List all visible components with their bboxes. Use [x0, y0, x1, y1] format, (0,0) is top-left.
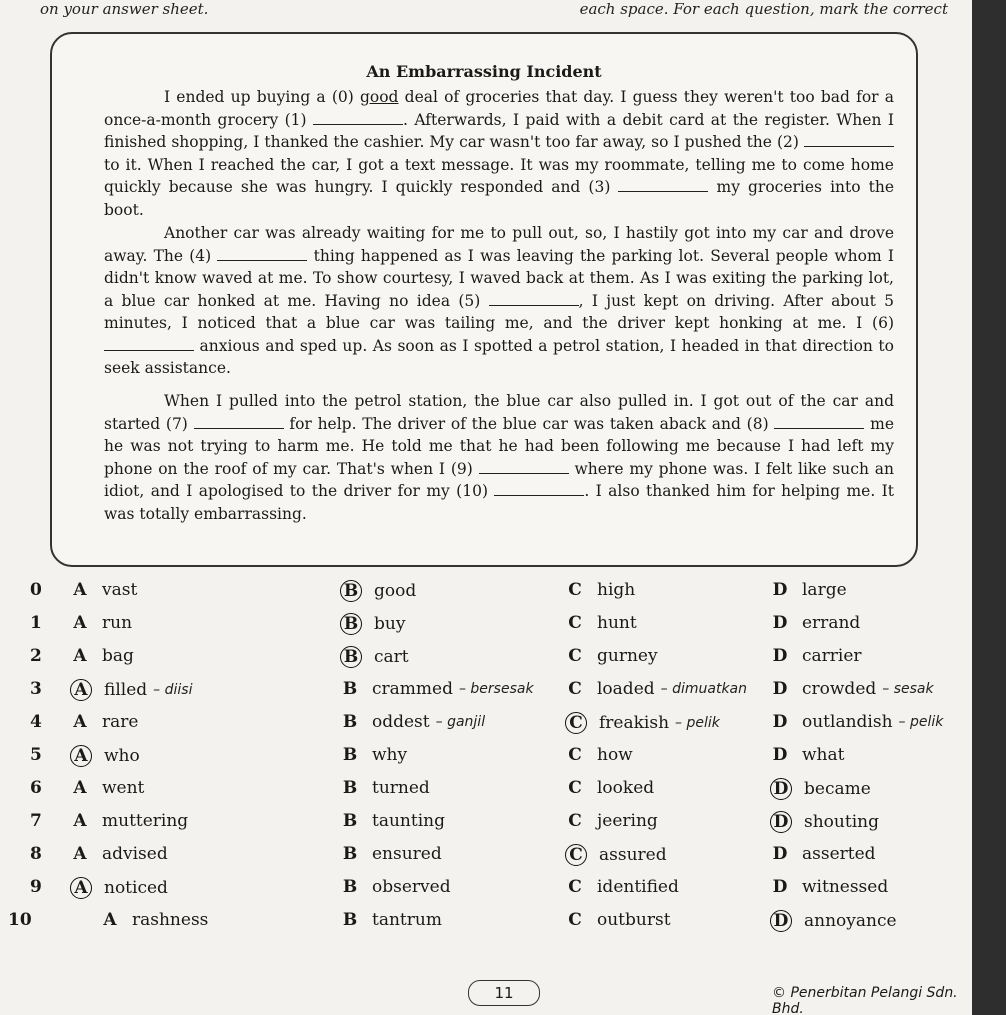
option-text: noticed — [104, 878, 168, 898]
question-row — [0, 646, 960, 676]
option-d[interactable] — [770, 844, 876, 864]
question-number: 2 — [30, 646, 42, 666]
question-number: 4 — [30, 712, 42, 732]
option-b[interactable] — [340, 613, 405, 635]
option-d[interactable] — [770, 910, 897, 932]
option-letter: B — [342, 712, 358, 732]
option-a[interactable] — [70, 646, 134, 666]
option-letter: C — [568, 646, 582, 666]
option-letter: B — [342, 679, 358, 699]
option-b[interactable] — [340, 778, 430, 798]
question-number: 10 — [8, 910, 32, 930]
option-b[interactable] — [340, 580, 416, 602]
option-text: vast — [102, 580, 138, 600]
option-text: went — [102, 778, 145, 798]
blank-7[interactable] — [194, 414, 284, 429]
option-text: bag — [102, 646, 134, 666]
p3-s5: . I also thanked him for helping me. It was totally embarrassing. — [104, 482, 894, 523]
option-text: what — [802, 745, 845, 765]
question-row — [0, 745, 960, 775]
circled-option-letter: B — [340, 580, 362, 602]
option-text: outburst — [597, 910, 671, 930]
blank-1[interactable] — [313, 110, 403, 125]
option-letter: C — [568, 811, 582, 831]
circled-option-letter: A — [70, 877, 92, 899]
question-number: 9 — [30, 877, 42, 897]
paragraph-2 — [104, 222, 894, 380]
option-b[interactable] — [340, 844, 442, 864]
option-text: filled — [104, 680, 148, 700]
option-text: carrier — [802, 646, 862, 666]
option-c[interactable] — [565, 580, 635, 600]
option-letter: B — [342, 910, 358, 930]
option-text: how — [597, 745, 633, 765]
option-text: errand — [802, 613, 861, 633]
option-d[interactable] — [770, 712, 943, 732]
option-c[interactable] — [565, 745, 633, 765]
option-a[interactable] — [70, 580, 137, 600]
option-text: buy — [374, 614, 406, 634]
option-letter: C — [568, 877, 582, 897]
option-a[interactable] — [100, 910, 208, 930]
question-number: 5 — [30, 745, 42, 765]
option-d[interactable] — [770, 877, 888, 897]
p1-s1: I ended up buying a (0) — [164, 88, 354, 106]
option-letter: B — [342, 745, 358, 765]
option-a[interactable] — [70, 811, 188, 831]
option-letter: A — [73, 580, 87, 600]
option-letter: A — [73, 844, 87, 864]
option-letter: B — [342, 811, 358, 831]
option-letter: A — [73, 778, 87, 798]
option-text: asserted — [802, 844, 876, 864]
p3-s4: where my phone was. I felt like such an idiot, and I apologised to the driver for my (10) — [104, 459, 894, 500]
question-number: 8 — [30, 844, 42, 864]
option-a[interactable] — [70, 745, 140, 767]
question-row — [0, 613, 960, 643]
page-number: 11 — [468, 980, 540, 1006]
option-text: ensured — [372, 844, 442, 864]
paragraph-1 — [104, 86, 894, 221]
option-c[interactable] — [565, 910, 671, 930]
option-c[interactable] — [565, 646, 658, 666]
option-d[interactable] — [770, 679, 934, 699]
option-letter: D — [772, 877, 788, 897]
option-text: observed — [372, 877, 451, 897]
p3-s3: me he was not trying to harm me. He told me that he had been following me because I had left my phone on the roof of my car. That's when I (9) — [104, 414, 895, 478]
p2-s3: , I just kept on driving. After about 5 minutes, I noticed that a blue car was tailing me, and the driver kept honking at me. I (6) — [104, 291, 894, 332]
option-letter: B — [342, 778, 358, 798]
option-letter: D — [772, 712, 788, 732]
option-text: muttering — [102, 811, 189, 831]
option-d[interactable] — [770, 646, 862, 666]
option-text: crammed — [372, 679, 453, 699]
p1-s5: my groceries into the boot. — [104, 178, 894, 219]
handwritten-note: – dimuatkan — [660, 681, 748, 697]
question-row — [0, 877, 960, 907]
blank-9[interactable] — [479, 459, 569, 474]
option-a[interactable] — [70, 679, 192, 701]
option-b[interactable] — [340, 712, 485, 732]
circled-option-letter: D — [770, 910, 792, 932]
option-text: shouting — [804, 812, 879, 832]
option-c[interactable] — [565, 877, 679, 897]
handwritten-note: – ganjil — [435, 714, 486, 730]
option-letter: A — [103, 910, 117, 930]
option-b[interactable] — [340, 877, 451, 897]
option-text: hunt — [597, 613, 637, 633]
option-text: oddest — [372, 712, 430, 732]
option-d[interactable] — [770, 613, 860, 633]
handwritten-note: – pelik — [675, 715, 720, 731]
option-b[interactable] — [340, 811, 445, 831]
option-text: became — [804, 779, 871, 799]
option-b[interactable] — [340, 745, 407, 765]
option-text: who — [104, 746, 140, 766]
option-text: rare — [102, 712, 139, 732]
option-d[interactable] — [770, 580, 847, 600]
blank-4[interactable] — [217, 246, 307, 261]
p1-s3: . Afterwards, I paid with a debit card at the register. When I finished shopping, I thanked the cashier. My car wasn't too far away, so I pushed the (2) — [104, 110, 894, 151]
option-b[interactable] — [340, 646, 409, 668]
option-text: turned — [372, 778, 430, 798]
instruction-right: each space. For each question, mark the correct — [579, 0, 948, 18]
option-text: outlandish — [802, 712, 893, 732]
option-d[interactable] — [770, 778, 871, 800]
handwritten-note: – bersesak — [458, 681, 534, 697]
question-row — [0, 811, 960, 841]
option-text: crowded — [802, 679, 877, 699]
blank-8[interactable] — [774, 414, 864, 429]
option-b[interactable] — [340, 679, 534, 699]
p2-s4: anxious and sped up. As soon as I spotted a petrol station, I headed in that direction to seek assistance. — [104, 336, 894, 377]
option-c[interactable] — [565, 811, 658, 831]
circled-option-letter: B — [340, 613, 362, 635]
question-row — [0, 910, 960, 940]
option-a[interactable] — [70, 778, 144, 798]
option-a[interactable] — [70, 844, 168, 864]
option-text: tantrum — [372, 910, 442, 930]
option-c[interactable] — [565, 679, 747, 699]
blank-5[interactable] — [489, 291, 579, 306]
option-letter: A — [73, 811, 87, 831]
blank-3[interactable] — [618, 177, 708, 192]
option-d[interactable] — [770, 811, 879, 833]
option-text: large — [802, 580, 847, 600]
option-c[interactable] — [565, 613, 637, 633]
question-number: 3 — [30, 679, 42, 699]
option-letter: A — [73, 613, 87, 633]
handwritten-note: – pelik — [898, 714, 944, 730]
blank-10[interactable] — [494, 481, 584, 496]
question-number: 1 — [30, 613, 42, 633]
option-letter: D — [772, 646, 788, 666]
question-number: 0 — [30, 580, 42, 600]
option-letter: D — [772, 679, 788, 699]
question-row — [0, 778, 960, 808]
p1-s4: to it. When I reached the car, I got a text message. It was my roommate, telling me to come home quickly because she was hungry. I quickly responded and (3) — [104, 155, 894, 196]
option-text: assured — [599, 845, 667, 865]
option-text: annoyance — [804, 911, 897, 931]
option-text: rashness — [132, 910, 209, 930]
option-text: loaded — [597, 679, 655, 699]
option-text: high — [597, 580, 636, 600]
p2-s2: thing happened as I was leaving the parking lot. Several people whom I didn't know waved at me. To show courtesy, I waved back at them. As I was exiting the parking lot, a blue car honked at me. Having no idea (5) — [104, 246, 894, 310]
option-letter: C — [568, 910, 582, 930]
option-letter: C — [568, 679, 582, 699]
handwritten-note: – diisi — [153, 682, 193, 698]
option-b[interactable] — [340, 910, 442, 930]
circled-option-letter: A — [70, 679, 92, 701]
option-letter: B — [342, 877, 358, 897]
p3-s2: for help. The driver of the blue car was taken aback and (8) — [289, 414, 769, 433]
option-d[interactable] — [770, 745, 844, 765]
question-row — [0, 580, 960, 610]
option-text: run — [102, 613, 133, 633]
question-row — [0, 844, 960, 874]
example-answer: good — [359, 88, 399, 106]
option-text: looked — [597, 778, 655, 798]
option-letter: B — [342, 844, 358, 864]
option-text: advised — [102, 844, 168, 864]
circled-option-letter: D — [770, 811, 792, 833]
option-text: cart — [374, 647, 409, 667]
option-text: taunting — [372, 811, 445, 831]
circled-option-letter: A — [70, 745, 92, 767]
blank-2[interactable] — [804, 132, 894, 147]
circled-option-letter: C — [565, 712, 587, 734]
circled-option-letter: C — [565, 844, 587, 866]
question-row — [0, 712, 960, 742]
handwritten-note: – sesak — [882, 681, 934, 697]
option-letter: D — [772, 580, 788, 600]
option-text: gurney — [597, 646, 658, 666]
p3-s1: When I pulled into the petrol station, the blue car also pulled in. I got out of the car and started (7) — [104, 392, 894, 433]
option-text: identified — [597, 877, 679, 897]
copyright-notice: © Penerbitan Pelangi Sdn. Bhd. — [772, 985, 958, 1015]
option-letter: A — [73, 712, 87, 732]
blank-6[interactable] — [104, 336, 194, 351]
option-letter: D — [772, 613, 788, 633]
passage-title: An Embarrassing Incident — [366, 62, 602, 81]
option-a[interactable] — [70, 877, 168, 899]
option-text: jeering — [597, 811, 658, 831]
option-a[interactable] — [70, 712, 138, 732]
passage-box — [50, 32, 918, 567]
option-text: freakish — [599, 713, 670, 733]
option-letter: C — [568, 613, 582, 633]
question-number: 7 — [30, 811, 42, 831]
p2-s1: Another car was already waiting for me to pull out, so, I hastily got into my car and drove away. The (4) — [104, 224, 894, 265]
paragraph-3 — [104, 390, 894, 525]
option-letter: D — [772, 745, 788, 765]
option-letter: C — [568, 580, 582, 600]
option-a[interactable] — [70, 613, 132, 633]
circled-option-letter: B — [340, 646, 362, 668]
question-row — [0, 679, 960, 709]
question-number: 6 — [30, 778, 42, 798]
option-letter: C — [568, 745, 582, 765]
option-letter: A — [73, 646, 87, 666]
option-text: good — [374, 581, 417, 601]
option-letter: D — [772, 844, 788, 864]
option-c[interactable] — [565, 712, 720, 734]
option-text: witnessed — [802, 877, 889, 897]
circled-option-letter: D — [770, 778, 792, 800]
instruction-line — [40, 0, 972, 26]
option-c[interactable] — [565, 778, 654, 798]
option-letter: C — [568, 778, 582, 798]
option-text: why — [372, 745, 408, 765]
option-c[interactable] — [565, 844, 667, 866]
instruction-left: on your answer sheet. — [40, 0, 209, 18]
p1-s2: deal of groceries that day. I guess they weren't too bad for a once-a-month grocery (1) — [104, 88, 894, 129]
